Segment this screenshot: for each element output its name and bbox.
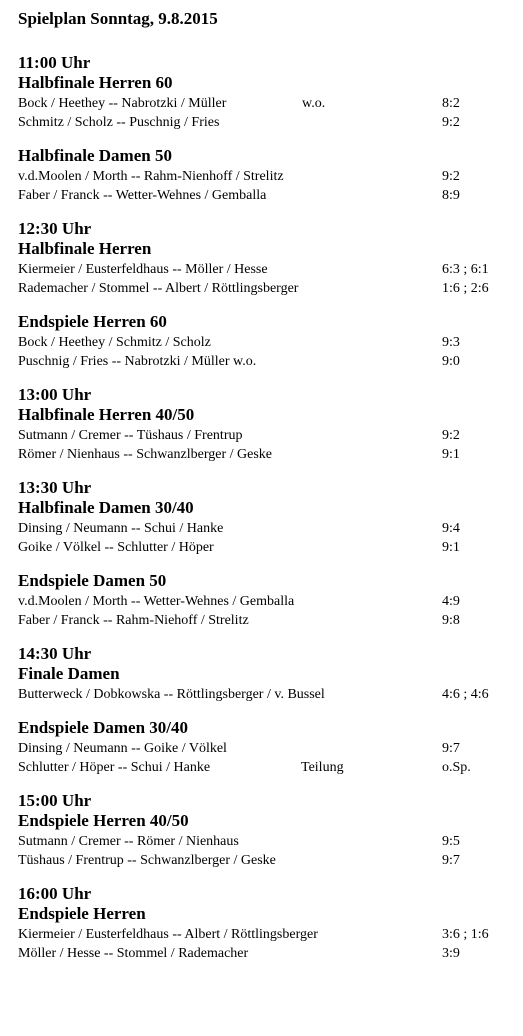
schedule-section [18, 571, 523, 630]
match-score: 9:7 [442, 741, 460, 756]
section-heading: Halbfinale Damen 30/40 [18, 498, 194, 517]
match-pairing: v.d.Moolen / Morth -- Rahm-Nienhoff / Strelitz [18, 169, 284, 184]
match-score: 9:4 [442, 521, 460, 536]
match-row [18, 113, 523, 132]
match-pairing: Dinsing / Neumann -- Goike / Völkel [18, 741, 227, 756]
section-heading: Halbfinale Herren 60 [18, 73, 173, 92]
time-slot-label: 13:30 Uhr [18, 478, 92, 497]
match-row [18, 260, 523, 279]
match-row [18, 685, 523, 704]
section-heading: Endspiele Herren [18, 904, 146, 923]
match-pairing: Rademacher / Stommel -- Albert / Röttlingsberger [18, 281, 299, 296]
match-pairing: Möller / Hesse -- Stommel / Rademacher [18, 946, 249, 961]
match-row [18, 445, 523, 464]
match-row [18, 279, 523, 298]
schedule-section [18, 478, 523, 557]
section-heading: Finale Damen [18, 664, 120, 683]
match-score: 9:7 [442, 853, 460, 868]
match-row [18, 832, 523, 851]
match-score: 3:9 [442, 946, 460, 961]
schedule-section [18, 884, 523, 963]
match-score: 9:2 [442, 169, 460, 184]
match-pairing: Bock / Heethey / Schmitz / Scholz [18, 335, 211, 350]
match-pairing: Kiermeier / Eusterfeldhaus -- Albert / Röttlingsberger [18, 927, 318, 942]
time-slot-label: 15:00 Uhr [18, 791, 92, 810]
match-note: Teilung [301, 760, 344, 775]
schedule-section [18, 644, 523, 704]
match-score: 9:5 [442, 834, 460, 849]
match-row [18, 519, 523, 538]
schedule-section [18, 53, 523, 132]
schedule-sections [18, 53, 523, 963]
match-score: 4:6 ; 4:6 [442, 687, 489, 702]
section-heading: Endspiele Herren 60 [18, 312, 167, 331]
match-row [18, 739, 523, 758]
match-pairing: Sutmann / Cremer -- Römer / Nienhaus [18, 834, 239, 849]
schedule-section [18, 791, 523, 870]
match-score: 1:6 ; 2:6 [442, 281, 489, 296]
section-heading: Halbfinale Damen 50 [18, 146, 172, 165]
match-pairing: Kiermeier / Eusterfeldhaus -- Möller / Hesse [18, 262, 268, 277]
schedule-section [18, 312, 523, 371]
match-pairing: Tüshaus / Frentrup -- Schwanzlberger / Geske [18, 853, 276, 868]
match-note: w.o. [302, 96, 326, 111]
schedule-section [18, 219, 523, 298]
time-slot-label: 11:00 Uhr [18, 53, 91, 72]
time-slot-label: 13:00 Uhr [18, 385, 92, 404]
section-heading: Halbfinale Herren 40/50 [18, 405, 195, 424]
time-slot-label: 12:30 Uhr [18, 219, 92, 238]
match-score: 9:3 [442, 335, 460, 350]
match-pairing: Puschnig / Fries -- Nabrotzki / Müller w.o. [18, 354, 257, 369]
match-row [18, 333, 523, 352]
schedule-section [18, 146, 523, 205]
match-row [18, 592, 523, 611]
time-slot-label: 14:30 Uhr [18, 644, 92, 663]
match-pairing: Römer / Nienhaus -- Schwanzlberger / Geske [18, 447, 272, 462]
match-row [18, 352, 523, 371]
match-score: 9:2 [442, 428, 460, 443]
match-row [18, 167, 523, 186]
page-title: Spielplan Sonntag, 9.8.2015 [18, 9, 218, 28]
match-score: 8:9 [442, 188, 460, 203]
time-slot-label: 16:00 Uhr [18, 884, 92, 903]
match-row [18, 94, 523, 113]
match-pairing: Sutmann / Cremer -- Tüshaus / Frentrup [18, 428, 243, 443]
match-row [18, 426, 523, 445]
match-row [18, 944, 523, 963]
match-score: 8:2 [442, 96, 460, 111]
match-pairing: Goike / Völkel -- Schlutter / Höper [18, 540, 214, 555]
match-row [18, 538, 523, 557]
match-score: 9:0 [442, 354, 460, 369]
section-heading: Halbfinale Herren [18, 239, 152, 258]
match-score: 9:1 [442, 447, 460, 462]
match-pairing: Faber / Franck -- Wetter-Wehnes / Gemballa [18, 188, 267, 203]
match-pairing: Dinsing / Neumann -- Schui / Hanke [18, 521, 224, 536]
match-pairing: Faber / Franck -- Rahm-Niehoff / Strelitz [18, 613, 249, 628]
match-score: 9:2 [442, 115, 460, 130]
match-score: 9:1 [442, 540, 460, 555]
match-pairing: v.d.Moolen / Morth -- Wetter-Wehnes / Gemballa [18, 594, 295, 609]
schedule-section [18, 385, 523, 464]
section-heading: Endspiele Damen 50 [18, 571, 167, 590]
match-row [18, 925, 523, 944]
match-score: 9:8 [442, 613, 460, 628]
match-score: 3:6 ; 1:6 [442, 927, 489, 942]
match-pairing: Schmitz / Scholz -- Puschnig / Fries [18, 115, 220, 130]
match-score: 6:3 ; 6:1 [442, 262, 489, 277]
match-row [18, 851, 523, 870]
match-row [18, 611, 523, 630]
match-row [18, 758, 523, 777]
section-heading: Endspiele Herren 40/50 [18, 811, 189, 830]
section-heading: Endspiele Damen 30/40 [18, 718, 189, 737]
match-pairing: Butterweck / Dobkowska -- Röttlingsberger / v. Bussel [18, 687, 325, 702]
match-row [18, 186, 523, 205]
match-pairing: Bock / Heethey -- Nabrotzki / Müller [18, 96, 227, 111]
match-score: 4:9 [442, 594, 460, 609]
schedule-section [18, 718, 523, 777]
match-pairing: Schlutter / Höper -- Schui / Hanke [18, 760, 211, 775]
match-score: o.Sp. [442, 760, 471, 775]
